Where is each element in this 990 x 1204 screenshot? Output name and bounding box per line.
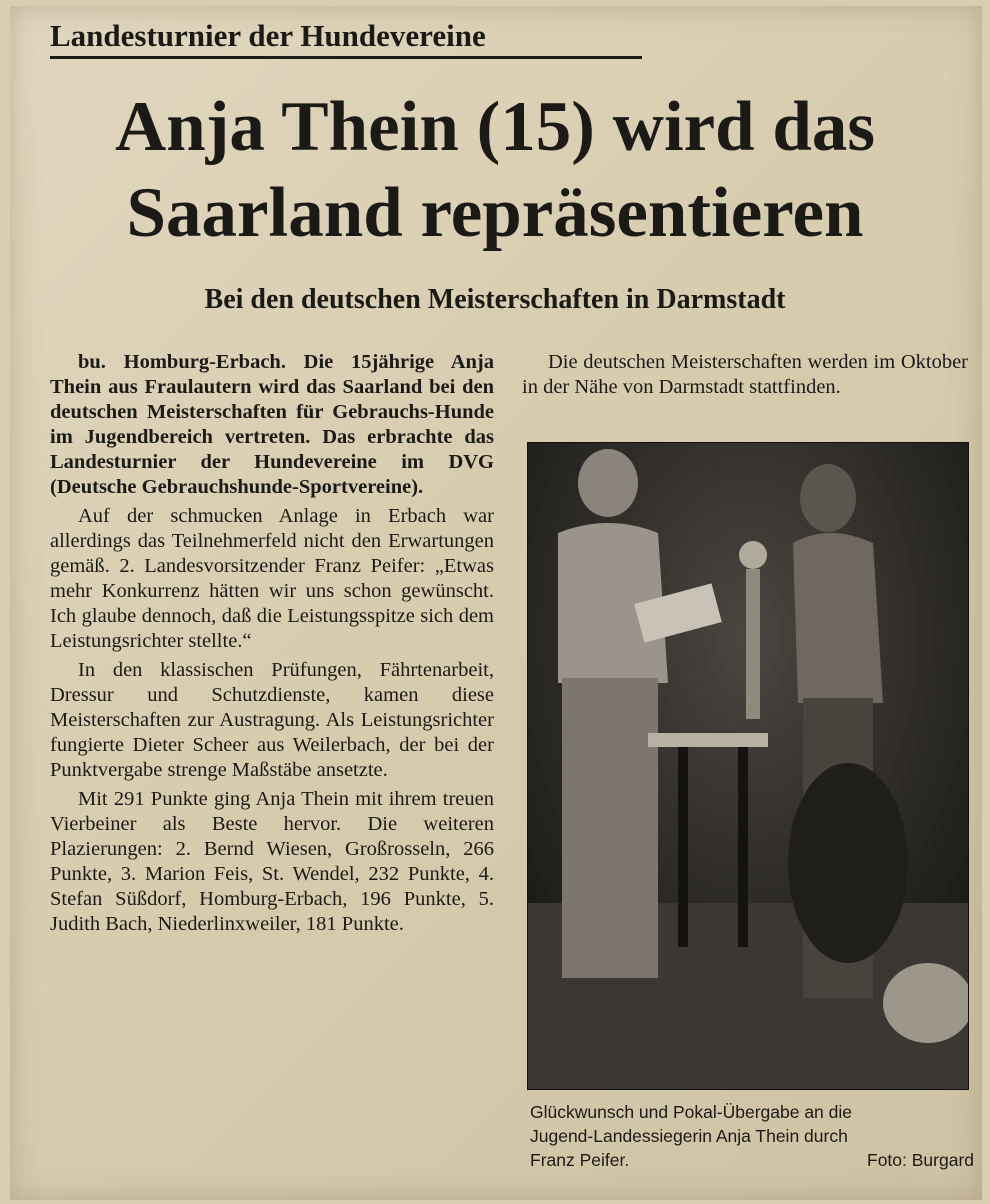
photo-credit: Foto: Burgard [867,1150,974,1170]
photo-caption [530,1100,974,1172]
photo-illustration [528,443,968,1089]
lead-paragraph: bu. Homburg-Erbach. Die 15jährige Anja Thein aus Fraulautern wird das Saarland bei den deutschen Meisterschaften für Gebrauchs-Hunde im Jugendbereich vertreten. Das erbrachte das Landesturnier der Hundevereine im DVG (Deutsche Gebrauchshunde-Sportvereine). [50,351,494,498]
headline-line-2: Saarland repräsentieren [126,174,864,252]
body-paragraph: Mit 291 Punkte ging Anja Thein mit ihrem treuen Vierbeiner als Beste hervor. Die weiteren Plazierungen: 2. Bernd Wiesen, Großrosseln, 266 Punkte, 3. Marion Feis, St. Wendel, 232 Punkte, 4. Stefan Süßdorf, Homburg-Erbach, 196 Punkte, 5. Judith Bach, Niederlinxweiler, 181 Punkte. [50,788,494,935]
award-photo [527,442,969,1090]
body-paragraph: In den klassischen Prüfungen, Fährtenarbeit, Dressur und Schutzdienste, kamen diese Meisterschaften zur Austragung. Als Leistungsrichter fungierte Dieter Scheer aus Weilerbach, der bei der Punktvergabe strenge Maßstäbe ansetzte. [50,659,494,781]
article-column-left [50,350,494,937]
caption-line-2: Jugend-Landessiegerin Anja Thein durch [530,1126,848,1146]
caption-line-1: Glückwunsch und Pokal-Übergabe an die [530,1102,852,1122]
caption-line-3 [530,1148,974,1172]
headline [30,84,960,256]
headline-line-1: Anja Thein (15) wird das [114,88,876,166]
caption-line-3-text: Franz Peifer. [530,1150,630,1170]
body-paragraph-right: Die deutschen Meisterschaften werden im Oktober in der Nähe von Darmstadt stattfinden. [522,351,968,398]
subheadline: Bei den deutschen Meisterschaften in Darmstadt [204,284,786,315]
body-paragraph: Auf der schmucken Anlage in Erbach war allerdings das Teilnehmerfeld nicht den Erwartungen gemäß. 2. Landesvorsitzender Franz Peifer: „Etwas mehr Konkurrenz hätten wir uns schon gewünscht. Ich glaube dennoch, daß die Leistungsspitze sich dem Leistungsrichter stellte.“ [50,505,494,652]
kicker-heading: Landesturnier der Hundevereine [50,16,642,59]
